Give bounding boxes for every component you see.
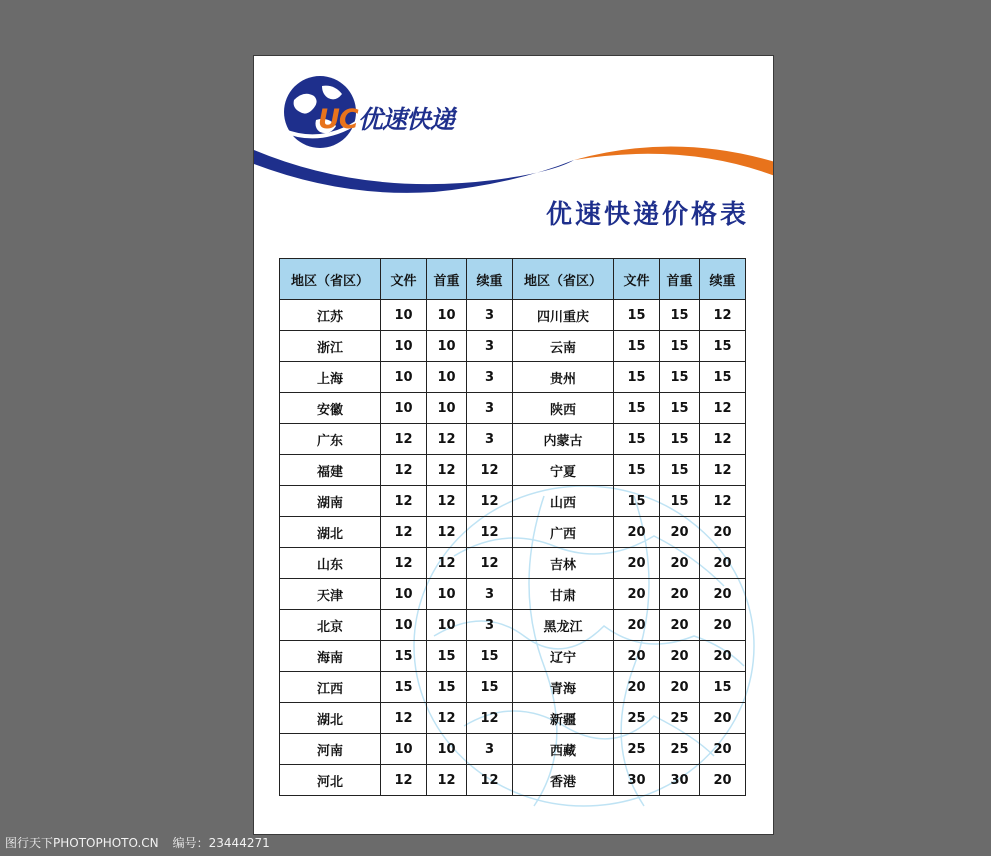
price-cell: 15 [660, 331, 700, 362]
price-cell: 10 [381, 734, 427, 765]
table-row [280, 641, 746, 672]
region-cell: 海南 [280, 641, 381, 672]
price-cell: 10 [381, 300, 427, 331]
price-cell: 20 [700, 734, 746, 765]
price-cell: 3 [467, 362, 513, 393]
column-header: 续重 [467, 259, 513, 300]
region-cell: 黑龙江 [513, 610, 614, 641]
region-cell: 浙江 [280, 331, 381, 362]
region-cell: 广东 [280, 424, 381, 455]
price-cell: 12 [700, 393, 746, 424]
column-header: 地区（省区） [280, 259, 381, 300]
table-row [280, 610, 746, 641]
price-cell: 12 [381, 517, 427, 548]
region-cell: 上海 [280, 362, 381, 393]
price-cell: 20 [660, 548, 700, 579]
price-cell: 12 [381, 424, 427, 455]
price-cell: 20 [614, 548, 660, 579]
price-cell: 12 [427, 765, 467, 796]
price-cell: 10 [427, 579, 467, 610]
price-cell: 15 [427, 641, 467, 672]
price-cell: 25 [614, 734, 660, 765]
price-cell: 3 [467, 424, 513, 455]
price-cell: 15 [614, 393, 660, 424]
region-cell: 山东 [280, 548, 381, 579]
price-cell: 12 [427, 517, 467, 548]
price-cell: 15 [427, 672, 467, 703]
price-cell: 15 [614, 362, 660, 393]
price-cell: 10 [427, 393, 467, 424]
price-cell: 20 [700, 765, 746, 796]
price-cell: 12 [381, 486, 427, 517]
region-cell: 湖南 [280, 486, 381, 517]
price-cell: 30 [614, 765, 660, 796]
column-header: 文件 [614, 259, 660, 300]
price-table [279, 258, 746, 796]
price-cell: 10 [381, 393, 427, 424]
logo-latin-text: UC [318, 104, 358, 135]
price-cell: 15 [467, 672, 513, 703]
price-cell: 15 [467, 641, 513, 672]
price-cell: 12 [467, 703, 513, 734]
price-cell: 20 [660, 672, 700, 703]
price-cell: 20 [614, 517, 660, 548]
price-sheet [253, 55, 774, 835]
price-cell: 20 [700, 517, 746, 548]
table-row [280, 548, 746, 579]
region-cell: 河北 [280, 765, 381, 796]
region-cell: 天津 [280, 579, 381, 610]
price-cell: 15 [381, 672, 427, 703]
column-header: 首重 [660, 259, 700, 300]
price-cell: 12 [381, 765, 427, 796]
table-row [280, 486, 746, 517]
price-cell: 3 [467, 300, 513, 331]
price-cell: 3 [467, 734, 513, 765]
column-header: 文件 [381, 259, 427, 300]
price-cell: 3 [467, 331, 513, 362]
price-cell: 12 [467, 486, 513, 517]
region-cell: 辽宁 [513, 641, 614, 672]
table-row [280, 579, 746, 610]
price-cell: 10 [427, 331, 467, 362]
price-cell: 15 [660, 486, 700, 517]
region-cell: 青海 [513, 672, 614, 703]
price-cell: 15 [700, 672, 746, 703]
footer-credit [5, 834, 270, 851]
region-cell: 云南 [513, 331, 614, 362]
price-cell: 12 [700, 486, 746, 517]
price-cell: 30 [660, 765, 700, 796]
price-cell: 12 [467, 455, 513, 486]
price-cell: 3 [467, 579, 513, 610]
price-cell: 15 [614, 300, 660, 331]
price-cell: 15 [614, 424, 660, 455]
region-cell: 陕西 [513, 393, 614, 424]
region-cell: 北京 [280, 610, 381, 641]
price-cell: 15 [614, 331, 660, 362]
logo-chinese-text: 优速快递 [357, 105, 454, 134]
region-cell: 新疆 [513, 703, 614, 734]
price-cell: 20 [700, 610, 746, 641]
price-cell: 12 [381, 455, 427, 486]
region-cell: 江苏 [280, 300, 381, 331]
price-cell: 10 [381, 579, 427, 610]
price-cell: 20 [700, 548, 746, 579]
price-cell: 12 [427, 455, 467, 486]
price-cell: 10 [427, 362, 467, 393]
region-cell: 贵州 [513, 362, 614, 393]
region-cell: 宁夏 [513, 455, 614, 486]
price-cell: 20 [660, 579, 700, 610]
table-row [280, 517, 746, 548]
price-cell: 15 [660, 424, 700, 455]
region-cell: 西藏 [513, 734, 614, 765]
price-cell: 20 [614, 641, 660, 672]
region-cell: 福建 [280, 455, 381, 486]
price-cell: 10 [381, 362, 427, 393]
price-cell: 12 [427, 703, 467, 734]
price-cell: 12 [467, 765, 513, 796]
price-cell: 12 [427, 424, 467, 455]
price-cell: 10 [381, 331, 427, 362]
region-cell: 内蒙古 [513, 424, 614, 455]
table-row [280, 331, 746, 362]
region-cell: 吉林 [513, 548, 614, 579]
price-cell: 12 [700, 300, 746, 331]
price-cell: 20 [660, 517, 700, 548]
table-row [280, 455, 746, 486]
column-header: 地区（省区） [513, 259, 614, 300]
price-cell: 15 [660, 362, 700, 393]
region-cell: 河南 [280, 734, 381, 765]
price-cell: 12 [467, 517, 513, 548]
price-cell: 25 [660, 703, 700, 734]
price-cell: 12 [700, 455, 746, 486]
region-cell: 江西 [280, 672, 381, 703]
region-cell: 香港 [513, 765, 614, 796]
table-row [280, 765, 746, 796]
region-cell: 湖北 [280, 517, 381, 548]
page-title: 优速快递价格表 [545, 200, 749, 230]
price-cell: 15 [660, 455, 700, 486]
price-cell: 12 [467, 548, 513, 579]
region-cell: 湖北 [280, 703, 381, 734]
image-id-text: 编号：23444271 [172, 836, 270, 850]
table-row [280, 362, 746, 393]
column-header: 首重 [427, 259, 467, 300]
table-row [280, 734, 746, 765]
price-cell: 15 [614, 486, 660, 517]
region-cell: 山西 [513, 486, 614, 517]
region-cell: 甘肃 [513, 579, 614, 610]
price-cell: 3 [467, 393, 513, 424]
price-cell: 20 [660, 641, 700, 672]
price-cell: 25 [614, 703, 660, 734]
price-cell: 15 [381, 641, 427, 672]
price-cell: 20 [700, 703, 746, 734]
table-header-row [280, 259, 746, 300]
table-row [280, 424, 746, 455]
region-cell: 安徽 [280, 393, 381, 424]
region-cell: 四川重庆 [513, 300, 614, 331]
table-row [280, 672, 746, 703]
price-cell: 15 [700, 362, 746, 393]
price-cell: 20 [700, 641, 746, 672]
region-cell: 广西 [513, 517, 614, 548]
price-cell: 3 [467, 610, 513, 641]
price-cell: 12 [381, 703, 427, 734]
credit-text: 图行天下PHOTOPHOTO.CN [5, 836, 159, 850]
price-cell: 10 [427, 734, 467, 765]
price-cell: 12 [700, 424, 746, 455]
price-cell: 10 [427, 300, 467, 331]
price-cell: 20 [700, 579, 746, 610]
price-cell: 20 [614, 672, 660, 703]
price-cell: 25 [660, 734, 700, 765]
column-header: 续重 [700, 259, 746, 300]
price-cell: 15 [700, 331, 746, 362]
price-cell: 12 [427, 486, 467, 517]
price-cell: 20 [614, 579, 660, 610]
price-cell: 15 [660, 393, 700, 424]
price-cell: 20 [614, 610, 660, 641]
price-cell: 20 [660, 610, 700, 641]
price-cell: 12 [381, 548, 427, 579]
table-row [280, 703, 746, 734]
price-cell: 10 [427, 610, 467, 641]
table-row [280, 393, 746, 424]
price-cell: 12 [427, 548, 467, 579]
price-cell: 15 [614, 455, 660, 486]
table-row [280, 300, 746, 331]
price-cell: 10 [381, 610, 427, 641]
price-cell: 15 [660, 300, 700, 331]
